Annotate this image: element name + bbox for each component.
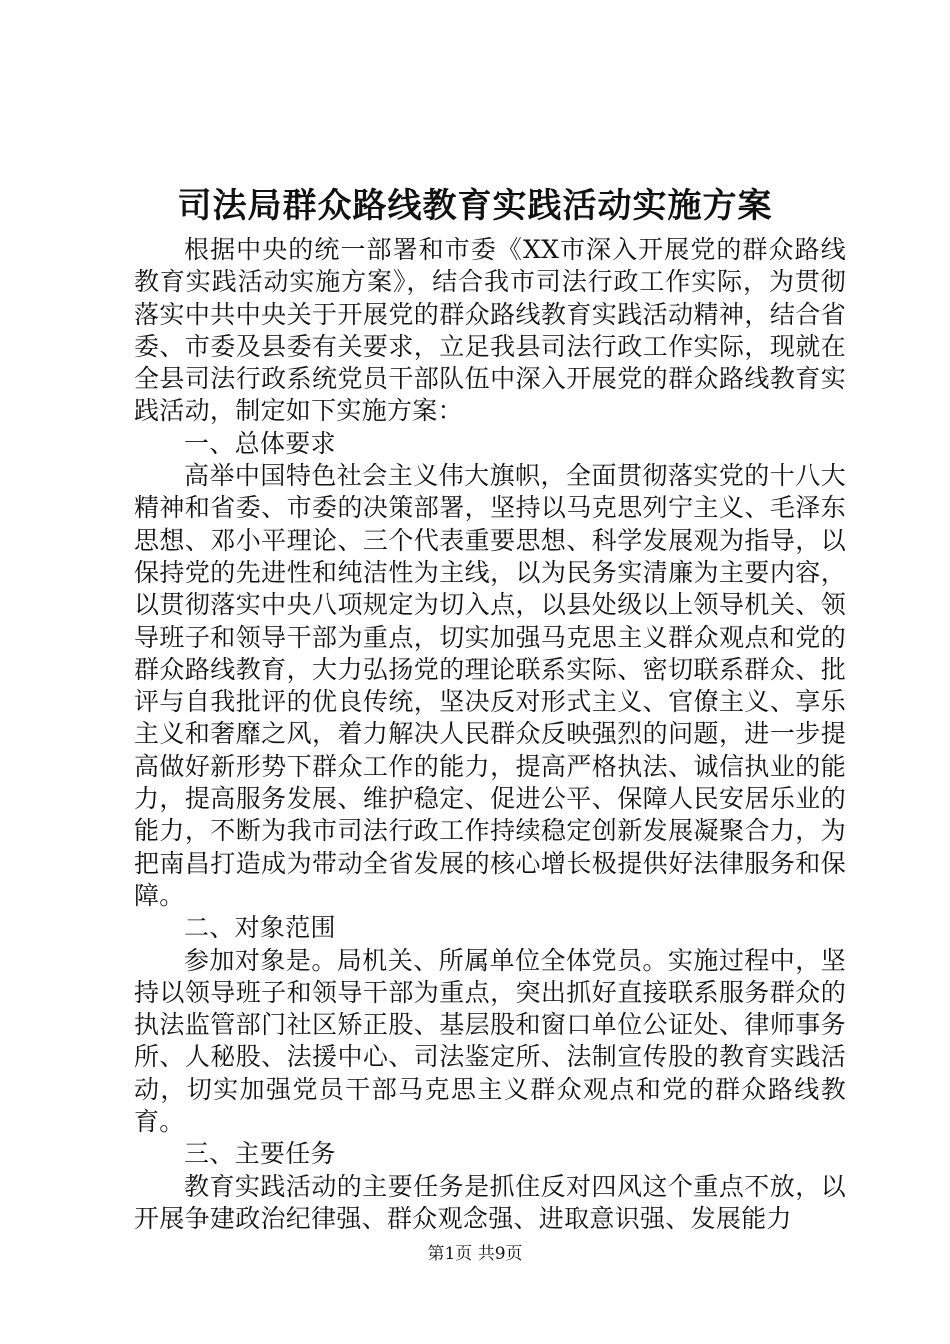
section-body-general-requirements: 高举中国特色社会主义伟大旗帜，全面贯彻落实党的十八大精神和省委、市委的决策部署，坚持以马克思列宁主义、毛泽东思想、邓小平理论、三个代表重要思想、科学发展观为指导，以保持党的先进性和纯洁性为主线，以为民务实清廉为主要内容，以贯彻落实中央八项规定为切入点，以县处级以上领导机关、领导班子和领导干部为重点，切实加强马克思主义群众观点和党的群众路线教育，大力弘扬党的理论联系实际、密切联系群众、批评与自我批评的优良传统，坚决反对形式主义、官僚主义、享乐主义和奢靡之风，着力解决人民群众反映强烈的问题，进一步提高做好新形势下群众工作的能力，提高严格执法、诚信执业的能力，提高服务发展、维护稳定、促进公平、保障人民安居乐业的能力，不断为我市司法行政工作持续稳定创新发展凝聚合力，为把南昌打造成为带动全省发展的核心增长极提供好法律服务和保障。	[134, 461, 846, 910]
section-heading-scope: 二、对象范围	[184, 913, 336, 943]
intro-paragraph: 根据中央的统一部署和市委《XX市深入开展党的群众路线教育实践活动实施方案》，结合我市司法行政工作实际，为贯彻落实中共中央关于开展党的群众路线教育实践活动精神，结合省委、市委及县委有关要求，立足我县司法行政工作实际，现就在全县司法行政系统党员干部队伍中深入开展党的群众路线教育实践活动，制定如下实施方案：	[134, 235, 846, 426]
section-body-main-tasks: 教育实践活动的主要任务是抓住反对四风这个重点不放，以开展争建政治纪律强、群众观念强、进取意识强、发展能力	[134, 1171, 846, 1233]
document-body	[134, 234, 846, 1235]
section-body-scope: 参加对象是。局机关、所属单位全体党员。实施过程中，坚持以领导班子和领导干部为重点，突出抓好直接联系服务群众的执法监管部门社区矫正股、基层股和窗口单位公证处、律师事务所、人秘股、法援中心、司法鉴定所、法制宣传股的教育实践活动，切实加强党员干部马克思主义群众观点和党的群众路线教育。	[134, 945, 846, 1137]
section-heading-general-requirements: 一、总体要求	[184, 428, 336, 458]
page-footer: 第1页 共9页	[427, 1244, 523, 1264]
document-title: 司法局群众路线教育实践活动实施方案	[177, 186, 773, 226]
section-heading-main-tasks: 三、主要任务	[184, 1139, 336, 1169]
